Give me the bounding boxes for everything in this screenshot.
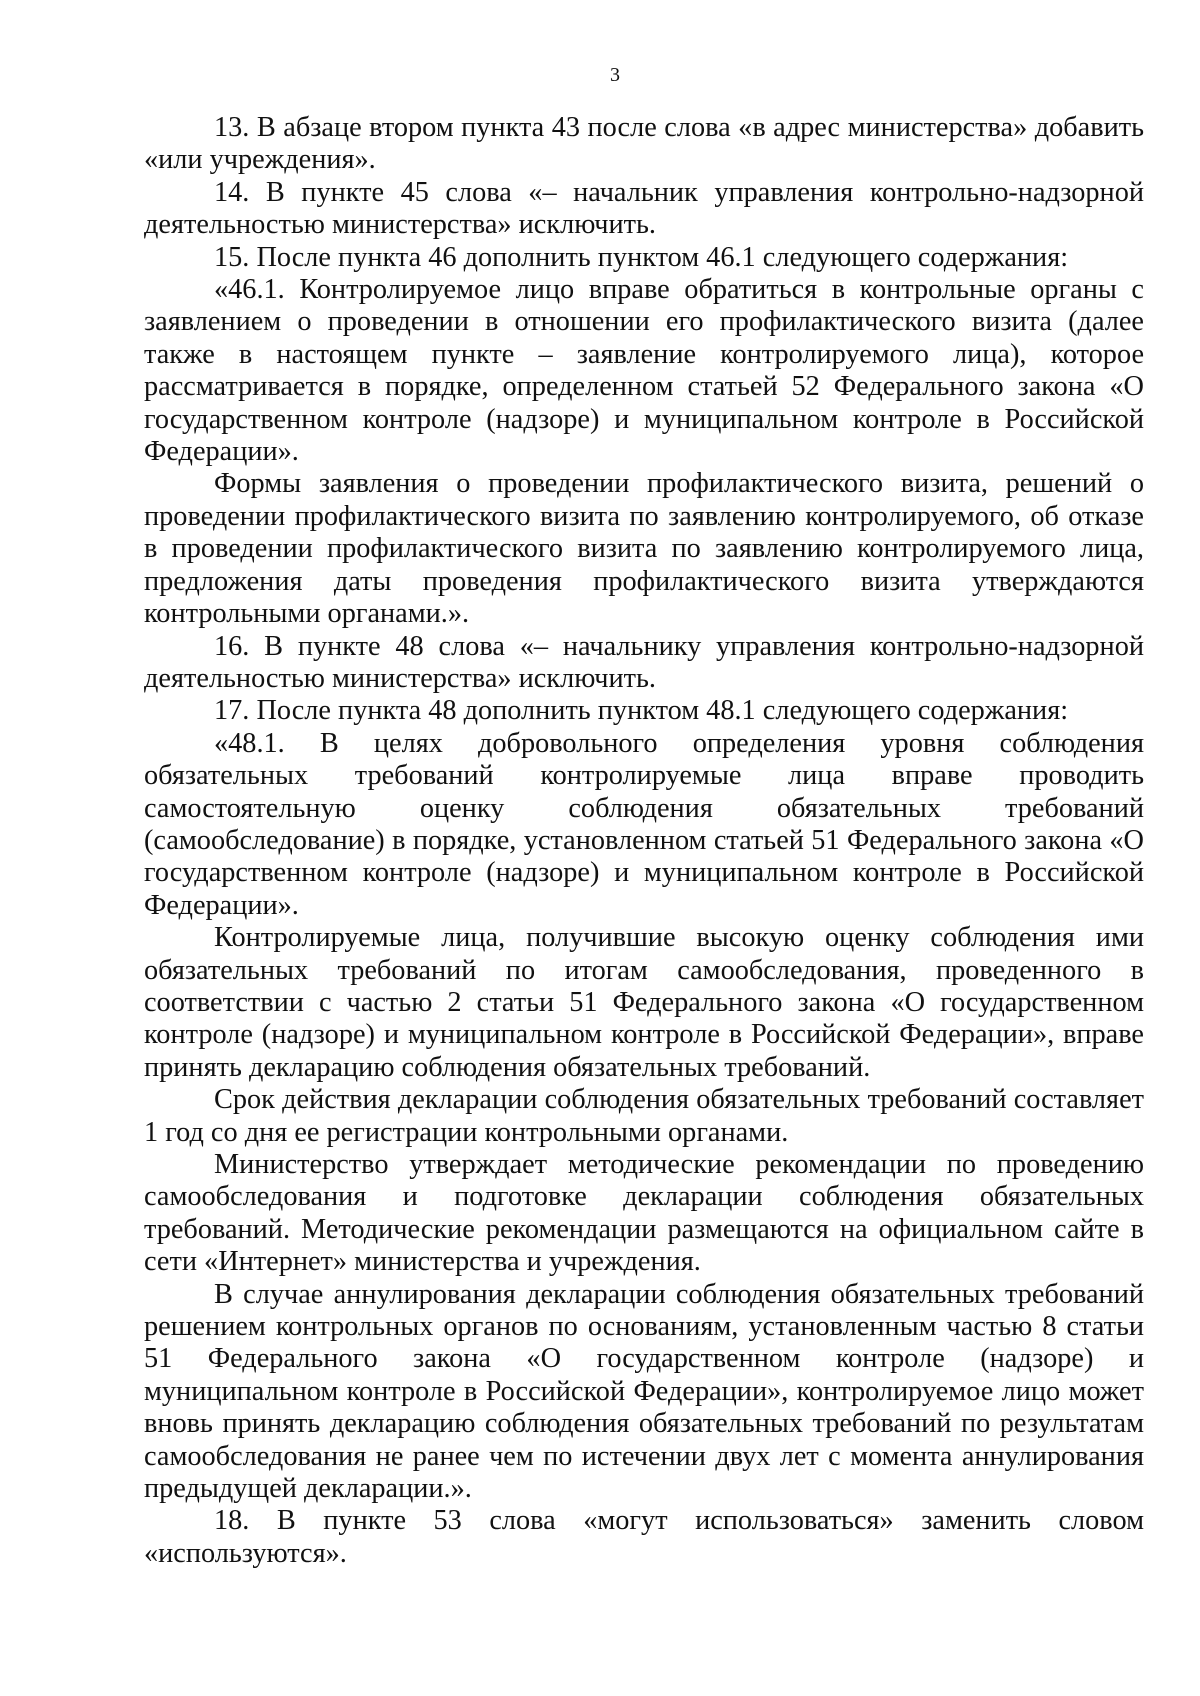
- paragraph-validity: Срок действия декларации соблюдения обязательных требований составляет 1 год со дня ее регистрации контрольными органами.: [144, 1084, 1144, 1148]
- paragraph-quote-48-1: «48.1. В целях добровольного определения уровня соблюдения обязательных требований контролируемые лица вправе проводить самостоятельную оценку соблюдения обязательных требований (самообследование) в порядке, установленном статьей 51 Федерального закона «О государственном контроле (надзоре) и муниципальном контроле в Российской Федерации».: [144, 727, 1144, 921]
- page-number: 3: [610, 64, 620, 86]
- paragraph-guidelines: Министерство утверждает методические рекомендации по проведению самообследования и подготовке декларации соблюдения обязательных требований. Методические рекомендации размещаются на официальном сайте в сети «Интернет» министерства и учреждения.: [144, 1149, 1144, 1278]
- paragraph-forms: Формы заявления о проведении профилактического визита, решений о проведении профилактического визита по заявлению контролируемого, об отказе в проведении профилактического визита по заявлению контролируемого лица, предложения даты проведения профилактического визита утверждаются контрольными органами.».: [144, 468, 1144, 630]
- paragraph-item-17: 17. После пункта 48 дополнить пунктом 48.1 следующего содержания:: [214, 695, 1069, 727]
- document-body: [144, 112, 1144, 1570]
- paragraph-item-14: 14. В пункте 45 слова «– начальник управления контрольно-надзорной деятельностью министерства» исключить.: [144, 176, 1144, 241]
- paragraph-declaration: Контролируемые лица, получившие высокую оценку соблюдения ими обязательных требований по итогам самообследования, проведенного в соответствии с частью 2 статьи 51 Федерального закона «О государственном контроле (надзоре) и муниципальном контроле в Российской Федерации», вправе принять декларацию соблюдения обязательных требований.: [144, 922, 1144, 1083]
- paragraph-annulment: В случае аннулирования декларации соблюдения обязательных требований решением контрольных органов по основаниям, установленным частью 8 статьи 51 Федерального закона «О государственном контроле (надзоре) и муниципальном контроле в Российской Федерации», контролируемое лицо может вновь принять декларацию соблюдения обязательных требований по результатам самообследования не ранее чем по истечении двух лет с момента аннулирования предыдущей декларации.».: [144, 1278, 1144, 1505]
- paragraph-item-13: 13. В абзаце втором пункта 43 после слова «в адрес министерства» добавить «или учреждения».: [144, 112, 1144, 176]
- paragraph-quote-46-1: «46.1. Контролируемое лицо вправе обратиться в контрольные органы с заявлением о проведении в отношении его профилактического визита (далее также в настоящем пункте – заявление контролируемого лица), которое рассматривается в порядке, определенном статьей 52 Федерального закона «О государственном контроле (надзоре) и муниципальном контроле в Российской Федерации».: [144, 274, 1144, 468]
- paragraph-item-18: 18. В пункте 53 слова «могут использоваться» заменить словом «используются».: [144, 1505, 1144, 1569]
- paragraph-item-16: 16. В пункте 48 слова «– начальнику управления контрольно-надзорной деятельностью министерства» исключить.: [144, 630, 1144, 694]
- paragraph-item-15: 15. После пункта 46 дополнить пунктом 46.1 следующего содержания:: [214, 241, 1069, 273]
